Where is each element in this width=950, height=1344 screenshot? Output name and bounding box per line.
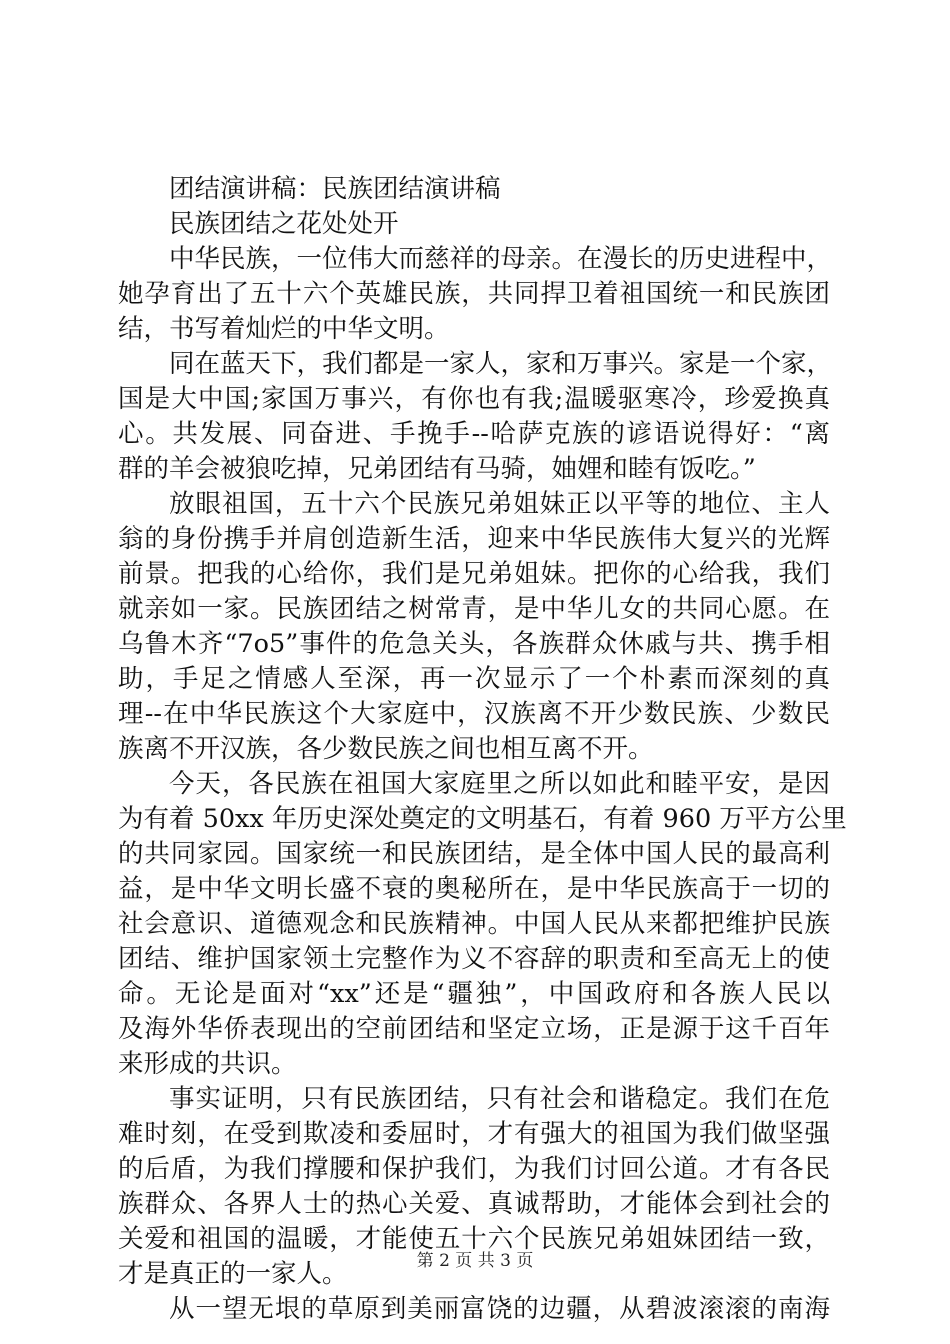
text-line: 放眼祖国，五十六个民族兄弟姐妹正以平等的地位、主人 — [169, 489, 830, 519]
text-line: 事实证明，只有民族团结，只有社会和谐稳定。我们在危 — [169, 1084, 830, 1114]
text-line: 命。无论是面对“xx”还是“疆独”，中国政府和各族人民以 — [118, 979, 830, 1009]
page-footer: 第 2 页 共 3 页 — [416, 1251, 534, 1271]
document-body — [118, 172, 847, 1327]
text-line: 中华民族，一位伟大而慈祥的母亲。在漫长的历史进程中， — [169, 244, 833, 274]
text-line: 从一望无垠的草原到美丽富饶的边疆，从碧波滚滚的南海 — [169, 1294, 830, 1324]
text-line: 结，书写着灿烂的中华文明。 — [118, 314, 450, 344]
text-line: 群的羊会被狼吃掉，兄弟团结有马骑，妯娌和睦有饭吃。” — [118, 454, 756, 484]
text-line: 民族团结之花处处开 — [169, 209, 399, 239]
text-line: 来形成的共识。 — [118, 1049, 297, 1079]
text-line: 难时刻，在受到欺凌和委屈时，才有强大的祖国为我们做坚强 — [118, 1119, 830, 1149]
text-line: 族群众、各界人士的热心关爱、真诚帮助，才能体会到社会的 — [118, 1189, 830, 1219]
text-line: 她孕育出了五十六个英雄民族，共同捍卫着祖国统一和民族团 — [118, 279, 830, 309]
text-line: 的共同家园。国家统一和民族团结，是全体中国人民的最高利 — [118, 839, 830, 869]
text-line: 就亲如一家。民族团结之树常青，是中华儿女的共同心愿。在 — [118, 594, 830, 624]
text-line: 翁的身份携手并肩创造新生活，迎来中华民族伟大复兴的光辉 — [118, 524, 830, 554]
text-line: 国是大中国;家国万事兴，有你也有我;温暖驱寒冷，珍爱换真 — [118, 384, 830, 414]
text-line: 益，是中华文明长盛不衰的奥秘所在，是中华民族高于一切的 — [118, 874, 830, 904]
text-line: 心。共发展、同奋进、手挽手--哈萨克族的谚语说得好：“离 — [118, 419, 830, 449]
text-line: 今天，各民族在祖国大家庭里之所以如此和睦平安，是因 — [169, 769, 830, 799]
text-line: 团结、维护国家领土完整作为义不容辞的职责和至高无上的使 — [118, 944, 830, 974]
text-line: 前景。把我的心给你，我们是兄弟姐妹。把你的心给我，我们 — [118, 559, 830, 589]
text-line: 同在蓝天下，我们都是一家人，家和万事兴。家是一个家， — [169, 349, 833, 379]
text-line: 社会意识、道德观念和民族精神。中国人民从来都把维护民族 — [118, 909, 830, 939]
text-line: 族离不开汉族，各少数民族之间也相互离不开。 — [118, 734, 654, 764]
text-line: 乌鲁木齐“7o5”事件的危急关头，各族群众休戚与共、携手相 — [118, 629, 830, 659]
text-line: 为有着 50xx 年历史深处奠定的文明基石，有着 960 万平方公里 — [118, 804, 847, 834]
text-line: 助，手足之情感人至深，再一次显示了一个朴素而深刻的真 — [118, 664, 830, 694]
text-line: 理--在中华民族这个大家庭中，汉族离不开少数民族、少数民 — [118, 699, 830, 729]
text-line: 及海外华侨表现出的空前团结和坚定立场，正是源于这千百年 — [118, 1014, 830, 1044]
text-line: 的后盾，为我们撑腰和保护我们，为我们讨回公道。才有各民 — [118, 1154, 830, 1184]
text-line: 团结演讲稿：民族团结演讲稿 — [169, 174, 501, 204]
text-line: 关爱和祖国的温暖，才能使五十六个民族兄弟姐妹团结一致， — [118, 1224, 830, 1254]
text-line: 才是真正的一家人。 — [118, 1259, 348, 1289]
